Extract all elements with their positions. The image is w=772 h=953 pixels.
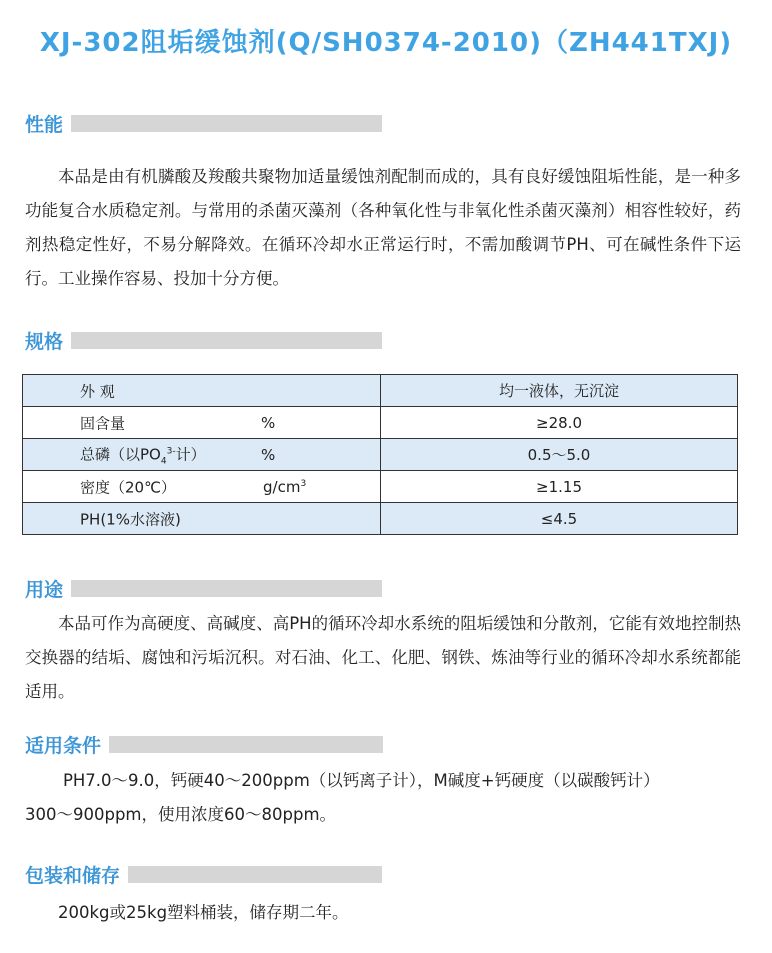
section-heading: 性能: [25, 113, 64, 136]
conditions-line: PH7.0～9.0，钙硬40～200ppm（以钙离子计），M碱度+钙硬度（以碳酸钙计）: [62, 771, 660, 790]
spec-value: ≥1.15: [381, 471, 738, 503]
spec-value: 均一液体，无沉淀: [381, 375, 738, 407]
section-packaging-header: [25, 863, 382, 885]
spec-label: 外 观: [80, 382, 115, 400]
spec-label-text: 计）: [175, 445, 206, 463]
spec-unit: %: [261, 445, 276, 464]
table-row: [23, 439, 738, 471]
spec-unit-text: g/cm: [263, 477, 301, 496]
spec-label-text: 总磷（以PO: [80, 445, 161, 463]
superscript: 3-: [166, 446, 176, 456]
spec-value: 0.5～5.0: [381, 439, 738, 471]
spec-label: PH(1%水溶液): [80, 510, 181, 528]
spec-label: 固含量: [80, 414, 126, 432]
section-heading: 规格: [25, 330, 64, 353]
section-spec-header: [25, 329, 382, 351]
page-title: XJ-302阻垢缓蚀剂(Q/SH0374-2010)（ZH441TXJ): [39, 28, 733, 58]
table-row: [23, 375, 738, 407]
spec-unit: [263, 478, 306, 496]
conditions-line: 300～900ppm，使用浓度60～80ppm。: [25, 805, 337, 824]
section-performance-header: [25, 112, 382, 134]
subscript: 4: [160, 456, 167, 466]
spec-value: ≤4.5: [381, 503, 738, 535]
conditions-paragraph: [25, 764, 741, 832]
packaging-paragraph: 200kg或25kg塑料桶装，储存期二年。: [58, 903, 349, 922]
section-usage-header: [25, 577, 382, 599]
heading-bar: [71, 580, 382, 597]
table-row: [23, 503, 738, 535]
heading-bar: [128, 866, 382, 883]
table-row: [23, 407, 738, 439]
spec-table: [22, 374, 738, 535]
usage-paragraph: 本品可作为高硬度、高碱度、高PH的循环冷却水系统的阻垢缓蚀和分散剂，它能有效地控制热交换器的结垢、腐蚀和污垢沉积。对石油、化工、化肥、钢铁、炼油等行业的循环冷却水系统都能适用。: [25, 614, 741, 701]
section-conditions-header: [25, 733, 383, 755]
heading-bar: [71, 332, 382, 349]
spec-label: 密度（20℃）: [80, 478, 176, 496]
spec-label: [80, 443, 206, 466]
heading-bar: [109, 736, 383, 753]
spec-value: ≥28.0: [381, 407, 738, 439]
performance-paragraph: 本品是由有机膦酸及羧酸共聚物加适量缓蚀剂配制而成的，具有良好缓蚀阻垢性能，是一种多功能复合水质稳定剂。与常用的杀菌灭藻剂（各种氧化性与非氧化性杀菌灭藻剂）相容性较好，药剂热稳定性好，不易分解降效。在循环冷却水正常运行时，不需加酸调节PH、可在碱性条件下运行。工业操作容易、投加十分方便。: [25, 167, 741, 288]
section-heading: 适用条件: [25, 734, 102, 757]
spec-unit: %: [261, 413, 276, 432]
section-heading: 用途: [25, 578, 64, 601]
table-row: [23, 471, 738, 503]
heading-bar: [71, 115, 382, 132]
superscript: 3: [300, 478, 307, 489]
section-heading: 包装和储存: [25, 864, 121, 887]
